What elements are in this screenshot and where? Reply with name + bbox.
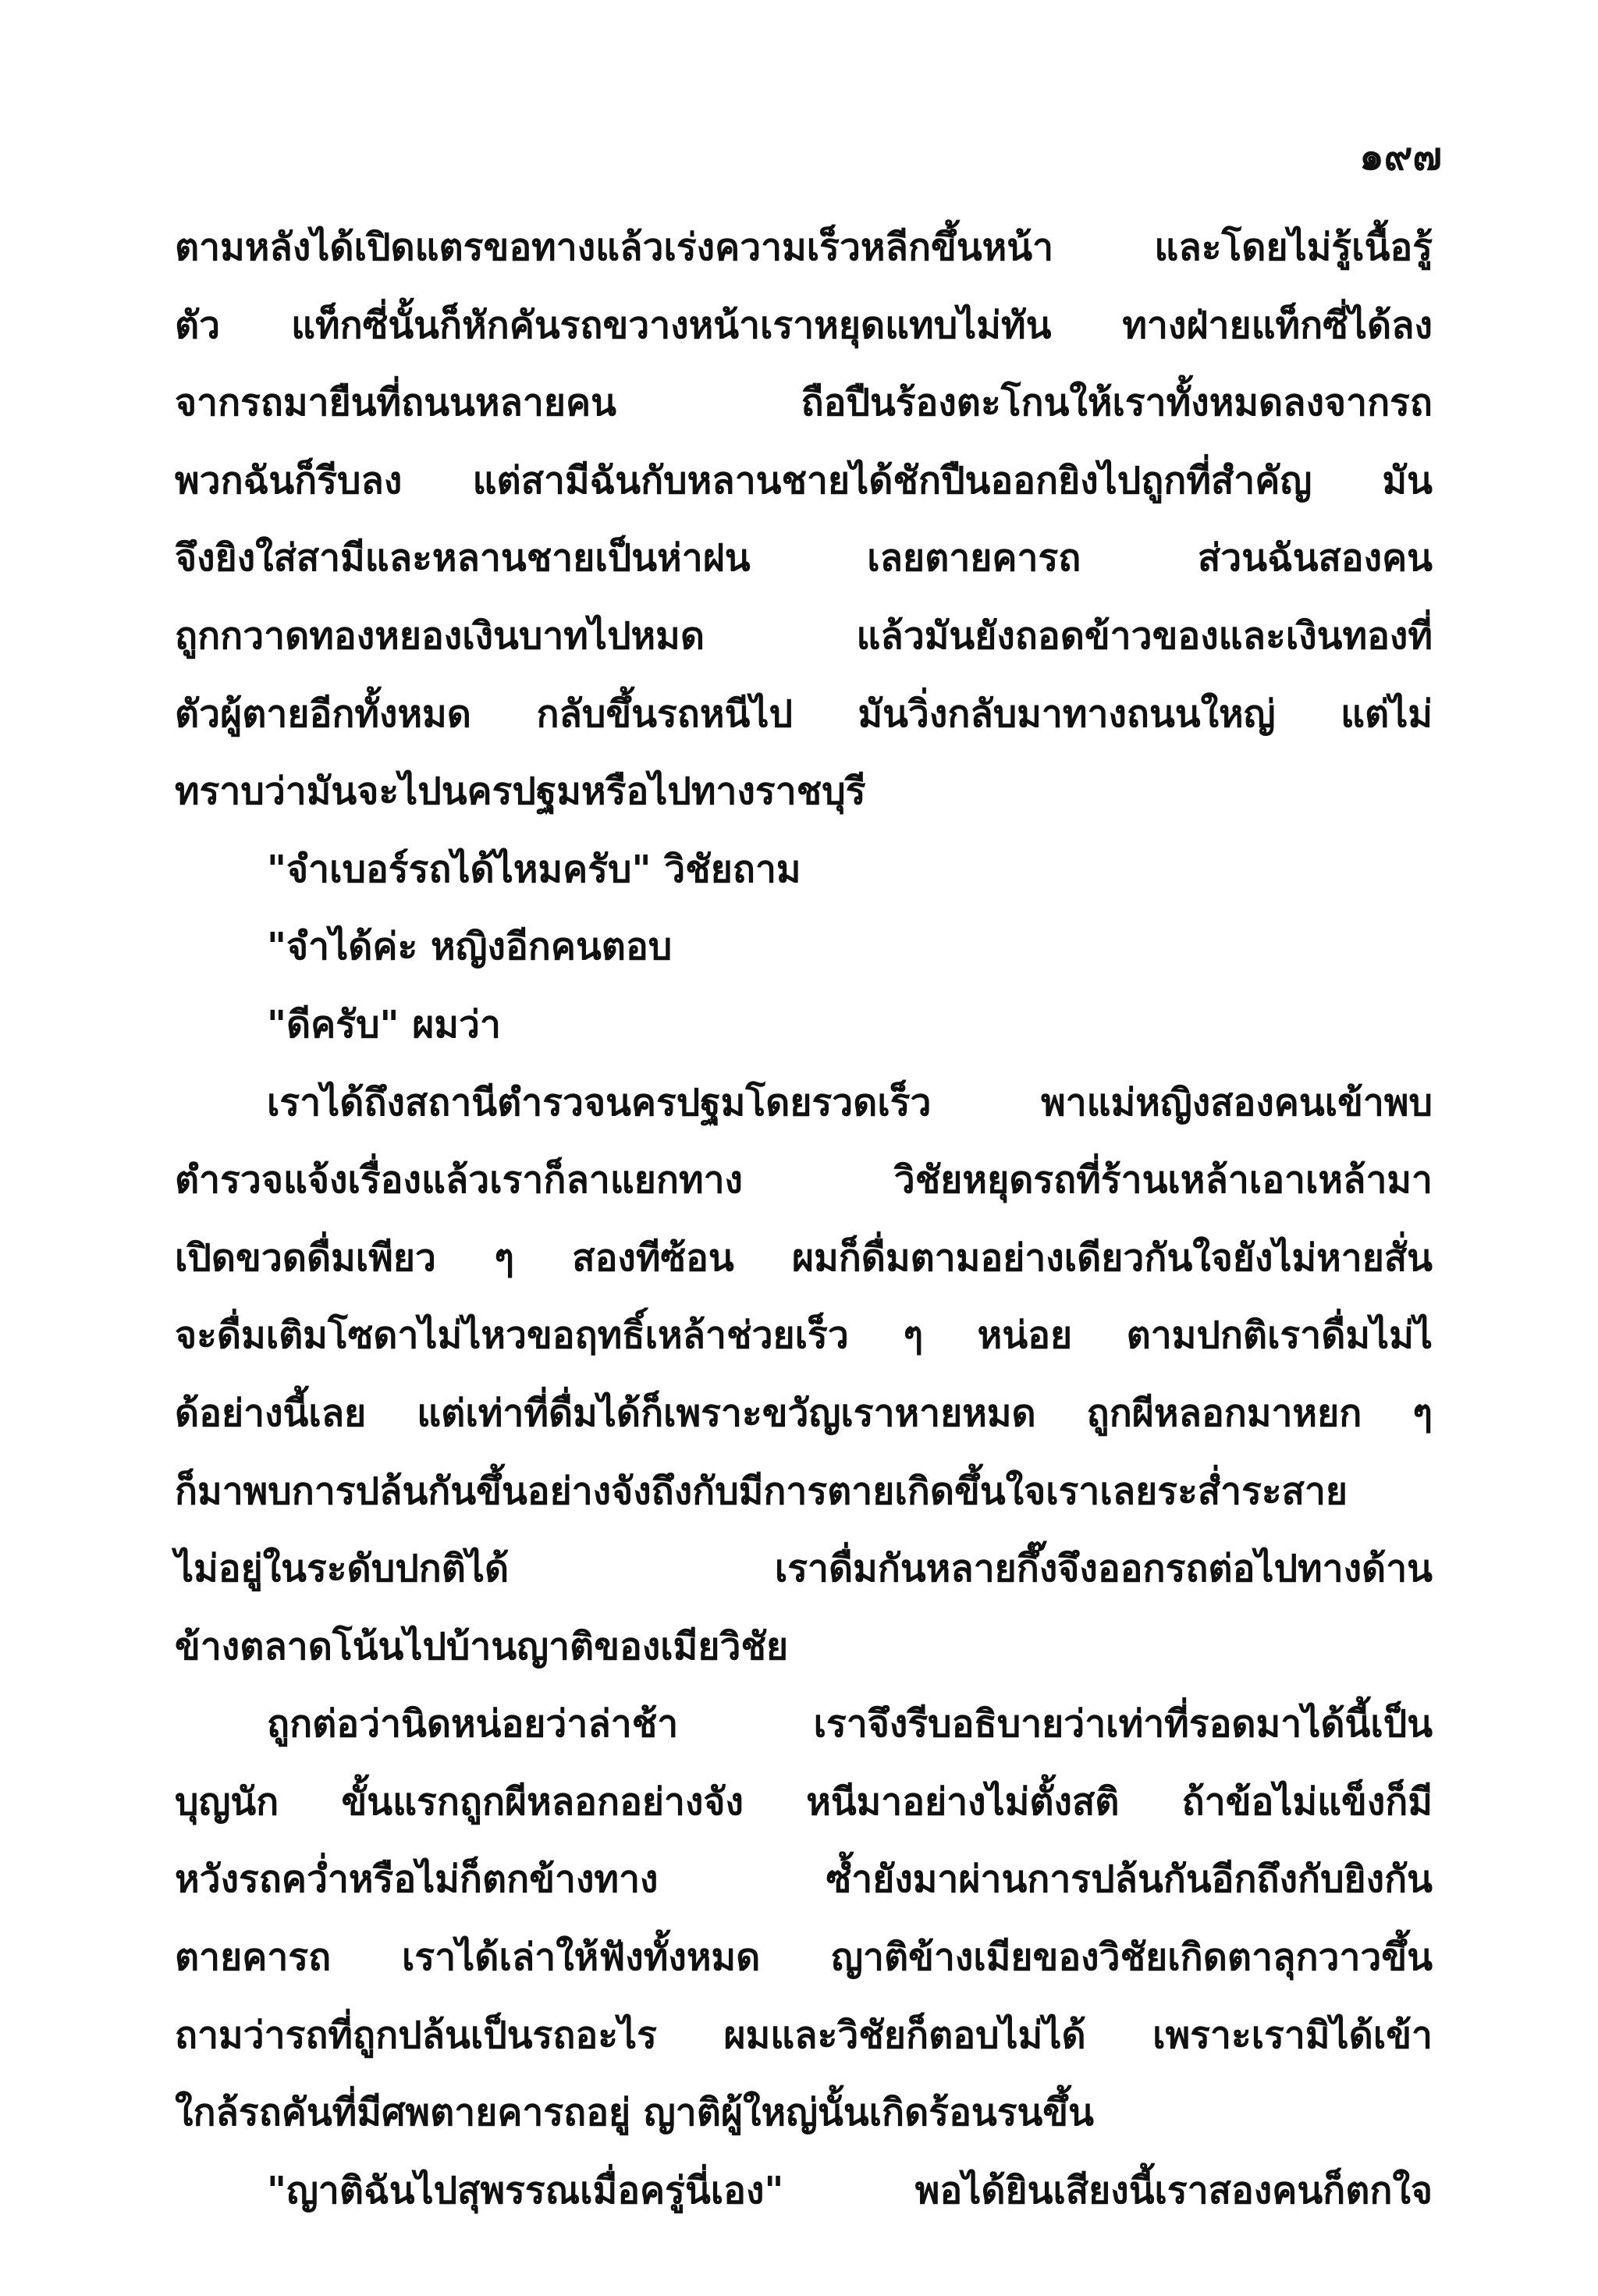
- word: เลยตายคารถ: [867, 536, 1081, 581]
- word: ๆ: [903, 1313, 924, 1358]
- word: ตัวผู้ตายอีกทั้งหมด: [175, 691, 471, 736]
- word: พอได้ยินเสียงนี้เราสองคนก็ตกใจ: [914, 2168, 1433, 2212]
- word: ขั้นแรกถูกผีหลอกอย่างจัง: [341, 1779, 744, 1824]
- word: มันวิ่งกลับมาทางถนนใหญ่: [858, 691, 1276, 736]
- body-text: [175, 209, 1433, 2230]
- text-line: [175, 1530, 1433, 1608]
- text-line: [175, 1064, 1433, 1143]
- word: ถูกกวาดทองหยองเงินบาทไปหมด: [175, 613, 705, 658]
- text-line: "จำได้ค่ะ หญิงอีกคนตอบ: [267, 925, 673, 969]
- text-line: [175, 1220, 1433, 1298]
- text-line: [175, 1997, 1433, 2075]
- word: หน่อย: [977, 1313, 1073, 1358]
- word: ตายคารถ: [175, 1935, 332, 1980]
- word: พาแม่หญิงสองคนเข้าพบ: [1041, 1080, 1433, 1125]
- text-line: [175, 1686, 1433, 1764]
- word: ด้อย่างนี้เลย: [175, 1391, 367, 1435]
- word: จึงยิงใส่สามีและหลานชายเป็นห่าฝน: [175, 536, 751, 581]
- word: ๆ: [1412, 1391, 1433, 1435]
- text-line: [175, 209, 1433, 287]
- word: แท็กซี่นั้นก็หักคันรถขวางหน้าเราหยุดแทบไม่ทัน: [291, 303, 1052, 347]
- word: และโดยไม่รู้เนื้อรู้: [1154, 226, 1433, 269]
- text-line: ก็มาพบการปล้นกันขึ้นอย่างจังถึงกับมีการตายเกิดขึ้นใจเราเลยระส่ำระสาย: [175, 1469, 1348, 1513]
- text-line: "ดีครับ" ผมว่า: [267, 1002, 501, 1047]
- text-line: [175, 287, 1433, 365]
- word: จากรถมายืนที่ถนนหลายคน: [175, 381, 616, 425]
- word: ถ้าข้อไม่แข็งก็มี: [1181, 1779, 1433, 1824]
- word: ญาติข้างเมียของวิชัยเกิดตาลุกวาวขึ้น: [831, 1935, 1433, 1980]
- word: ไม่อยู่ในระดับปกติได้: [175, 1547, 510, 1591]
- text-line: [175, 1764, 1433, 1842]
- word: เปิดขวดดื่มเพียว: [175, 1235, 436, 1280]
- word: ผมและวิชัยก็ตอบไม่ได้: [723, 2013, 1086, 2057]
- text-line: [175, 1375, 1433, 1453]
- text-line: [175, 676, 1433, 754]
- word: ๆ: [494, 1235, 514, 1280]
- word: ถูกต่อว่านิดหน่อยว่าล่าช้า: [267, 1702, 679, 1747]
- page-number: ๑๙๗: [1359, 133, 1442, 179]
- text-line: [175, 1142, 1433, 1220]
- word: เพราะเรามิได้เข้า: [1152, 2013, 1433, 2057]
- word: ถือปืนร้องตะโกนให้เราทั้งหมดลงจากรถ: [801, 381, 1433, 425]
- word: แล้วมันยังถอดข้าวของและเงินทองที่: [856, 613, 1433, 658]
- word: เราดื่มกันหลายกึ๊งจึงออกรถต่อไปทางด้าน: [774, 1547, 1433, 1591]
- word: ถามว่ารถที่ถูกปล้นเป็นรถอะไร: [175, 2013, 657, 2057]
- word: พวกฉันก็รีบลง: [175, 458, 403, 503]
- word: เราได้เล่าให้ฟังทั้งหมด: [402, 1935, 761, 1980]
- word: ตำรวจแจ้งเรื่องแล้วเราก็ลาแยกทาง: [175, 1158, 743, 1203]
- text-line: ข้างตลาดโน้นไปบ้านญาติของเมียวิชัย: [175, 1624, 789, 1669]
- word: บุญนัก: [175, 1779, 279, 1824]
- text-line: [175, 598, 1433, 676]
- word: กลับขึ้นรถหนีไป: [536, 691, 793, 736]
- word: แต่สามีฉันกับหลานชายได้ชักปืนออกยิงไปถูกที่สำคัญ: [472, 458, 1312, 503]
- word: ผมก็ดื่มตามอย่างเดียวกันใจยังไม่หายสั่น: [791, 1235, 1433, 1280]
- text-line: ทราบว่ามันจะไปนครปฐมหรือไปทางราชบุรี: [175, 769, 866, 814]
- word: แต่เท่าที่ดื่มได้ก็เพราะขวัญเราหายหมด: [417, 1391, 1036, 1435]
- word: ตามปกติเราดื่มไม่ไ: [1126, 1313, 1433, 1358]
- word: มัน: [1382, 458, 1433, 503]
- word: วิชัยหยุดรถที่ร้านเหล้าเอาเหล้ามา: [893, 1158, 1433, 1203]
- word: "ญาติฉันไปสุพรรณเมื่อครู่นี่เอง": [267, 2168, 784, 2212]
- text-line: [175, 442, 1433, 521]
- word: ซ้ำยังมาผ่านการปล้นกันอีกถึงกับยิงกัน: [826, 1857, 1433, 1902]
- word: แต่ไม่: [1341, 691, 1433, 736]
- text-line: [175, 1919, 1433, 1997]
- text-line: [175, 364, 1433, 442]
- word: ทางฝ่ายแท็กซี่ได้ลง: [1122, 303, 1433, 347]
- word: จะดื่มเติมโซดาไม่ไหวขอฤทธิ์เหล้าช่วยเร็ว: [175, 1313, 849, 1358]
- word: หวังรถคว่ำหรือไม่ก็ตกข้างทาง: [175, 1857, 659, 1902]
- word: เราจึงรีบอธิบายว่าเท่าที่รอดมาได้นี้เป็น: [813, 1702, 1433, 1747]
- text-line: ใกล้รถคันที่มีศพตายคารถอยู่ ญาติผู้ใหญ่นั้นเกิดร้อนรนขึ้น: [175, 2091, 1094, 2135]
- text-line: [175, 2152, 1433, 2230]
- text-line: [175, 1297, 1433, 1375]
- word: เราได้ถึงสถานีตำรวจนครปฐมโดยรวดเร็ว: [267, 1080, 932, 1125]
- text-line: [175, 520, 1433, 598]
- word: สองทีซ้อน: [572, 1235, 734, 1280]
- word: ตามหลังได้เปิดแตรขอทางแล้วเร่งความเร็วหลีกขึ้นหน้า: [175, 226, 1054, 269]
- text-line: "จำเบอร์รถได้ไหมครับ" วิชัยถาม: [267, 847, 801, 891]
- word: ส่วนฉันสองคน: [1197, 536, 1433, 581]
- word: ถูกผีหลอกมาหยก: [1086, 1391, 1362, 1435]
- word: ตัว: [175, 303, 221, 347]
- text-line: [175, 1841, 1433, 1919]
- word: หนีมาอย่างไม่ตั้งสติ: [806, 1779, 1120, 1824]
